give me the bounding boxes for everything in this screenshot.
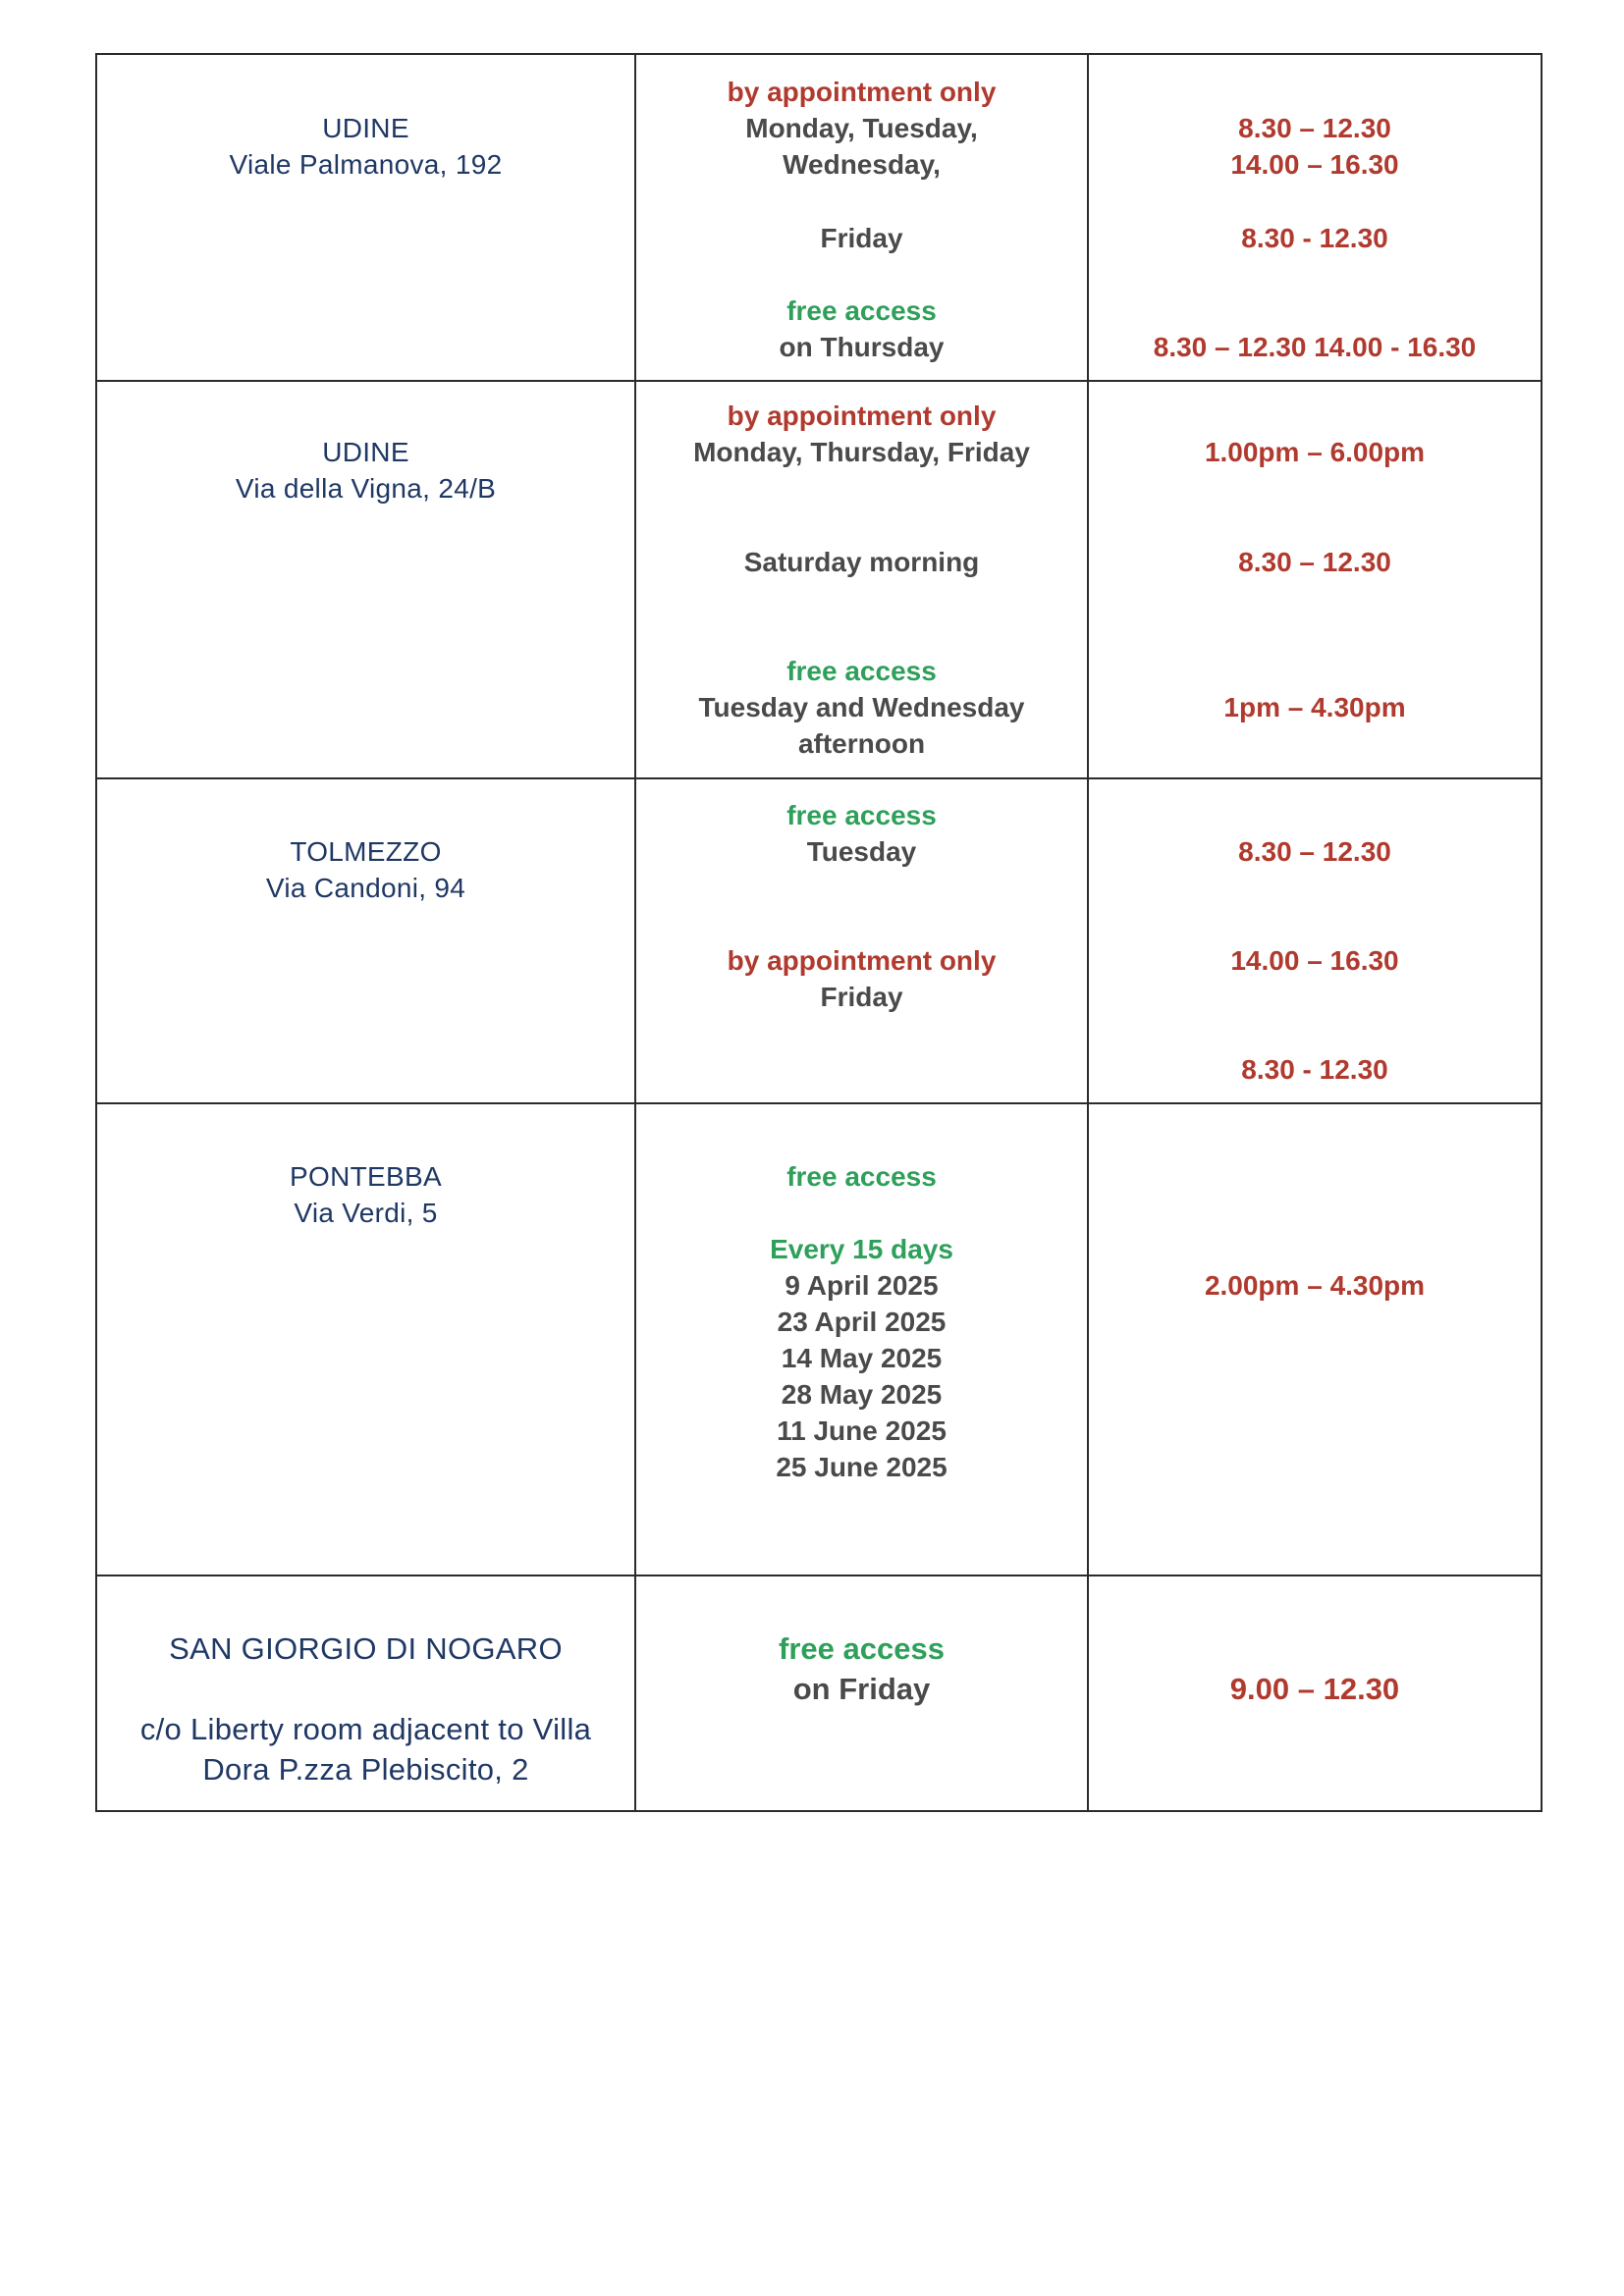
table-row bbox=[96, 381, 1542, 778]
days-cell bbox=[635, 778, 1088, 1103]
hours-text: 8.30 – 12.30 bbox=[1238, 836, 1391, 867]
hours-text: 8.30 – 12.30 bbox=[1238, 113, 1391, 143]
hours-text: 8.30 – 12.30 14.00 - 16.30 bbox=[1153, 332, 1477, 362]
days-cell bbox=[635, 1103, 1088, 1575]
free-access-label: free access bbox=[786, 656, 937, 686]
days-text: Friday bbox=[820, 223, 903, 253]
days-text: Friday bbox=[820, 982, 903, 1012]
hours-text: 8.30 – 12.30 bbox=[1238, 547, 1391, 577]
location-city: PONTEBBA bbox=[290, 1161, 442, 1192]
date-item: 28 May 2025 bbox=[781, 1379, 943, 1410]
location-city: TOLMEZZO bbox=[290, 836, 442, 867]
office-hours-table bbox=[95, 53, 1543, 1812]
days-text: Monday, Tuesday, bbox=[745, 113, 978, 143]
location-address: Via Verdi, 5 bbox=[294, 1198, 438, 1228]
free-access-label: free access bbox=[779, 1631, 945, 1666]
date-item: 11 June 2025 bbox=[777, 1415, 947, 1446]
days-cell bbox=[635, 1575, 1088, 1811]
hours-cell bbox=[1088, 1103, 1542, 1575]
days-text: afternoon bbox=[797, 728, 926, 759]
location-address: c/o Liberty room adjacent to Villa bbox=[139, 1712, 592, 1746]
appointment-label: by appointment only bbox=[727, 400, 997, 431]
appointment-label: by appointment only bbox=[727, 77, 997, 107]
date-item: 9 April 2025 bbox=[785, 1270, 939, 1301]
days-cell bbox=[635, 381, 1088, 778]
table-row bbox=[96, 1575, 1542, 1811]
hours-text: 2.00pm – 4.30pm bbox=[1204, 1270, 1426, 1301]
location-city: UDINE bbox=[322, 437, 409, 467]
table-row bbox=[96, 1103, 1542, 1575]
free-access-label: free access bbox=[786, 800, 937, 830]
hours-text: 14.00 – 16.30 bbox=[1230, 149, 1399, 180]
frequency-label: Every 15 days bbox=[770, 1234, 953, 1264]
days-text: Monday, Thursday, Friday bbox=[693, 437, 1030, 467]
hours-text: 8.30 - 12.30 bbox=[1241, 1054, 1388, 1085]
date-item: 14 May 2025 bbox=[781, 1343, 943, 1373]
days-text: on Friday bbox=[792, 1672, 931, 1706]
location-cell bbox=[96, 1575, 635, 1811]
free-access-label: free access bbox=[786, 1161, 937, 1192]
free-access-label: free access bbox=[786, 295, 937, 326]
hours-text: 1pm – 4.30pm bbox=[1223, 692, 1406, 722]
hours-cell bbox=[1088, 1575, 1542, 1811]
table-row bbox=[96, 778, 1542, 1103]
location-address: Viale Palmanova, 192 bbox=[229, 149, 503, 180]
hours-text: 9.00 – 12.30 bbox=[1229, 1672, 1400, 1706]
hours-text: 8.30 - 12.30 bbox=[1241, 223, 1388, 253]
hours-text: 1.00pm – 6.00pm bbox=[1204, 437, 1426, 467]
location-address: Via della Vigna, 24/B bbox=[235, 473, 497, 504]
days-text: on Thursday bbox=[779, 332, 945, 362]
table-row bbox=[96, 54, 1542, 381]
days-text: Tuesday bbox=[806, 836, 917, 867]
location-cell bbox=[96, 381, 635, 778]
days-text: Tuesday and Wednesday bbox=[698, 692, 1025, 722]
location-address: Via Candoni, 94 bbox=[265, 873, 466, 903]
location-city: UDINE bbox=[322, 113, 409, 143]
days-cell bbox=[635, 54, 1088, 381]
hours-text: 14.00 – 16.30 bbox=[1230, 945, 1399, 976]
days-text: Saturday morning bbox=[743, 547, 980, 577]
hours-cell bbox=[1088, 778, 1542, 1103]
date-item: 25 June 2025 bbox=[776, 1452, 947, 1482]
date-item: 23 April 2025 bbox=[777, 1307, 947, 1337]
location-address: Dora P.zza Plebiscito, 2 bbox=[202, 1752, 529, 1787]
location-cell bbox=[96, 778, 635, 1103]
appointment-label: by appointment only bbox=[727, 945, 997, 976]
location-cell bbox=[96, 54, 635, 381]
days-text: Wednesday, bbox=[783, 149, 941, 180]
location-cell bbox=[96, 1103, 635, 1575]
hours-cell bbox=[1088, 381, 1542, 778]
location-city: SAN GIORGIO DI NOGARO bbox=[169, 1631, 563, 1666]
hours-cell bbox=[1088, 54, 1542, 381]
